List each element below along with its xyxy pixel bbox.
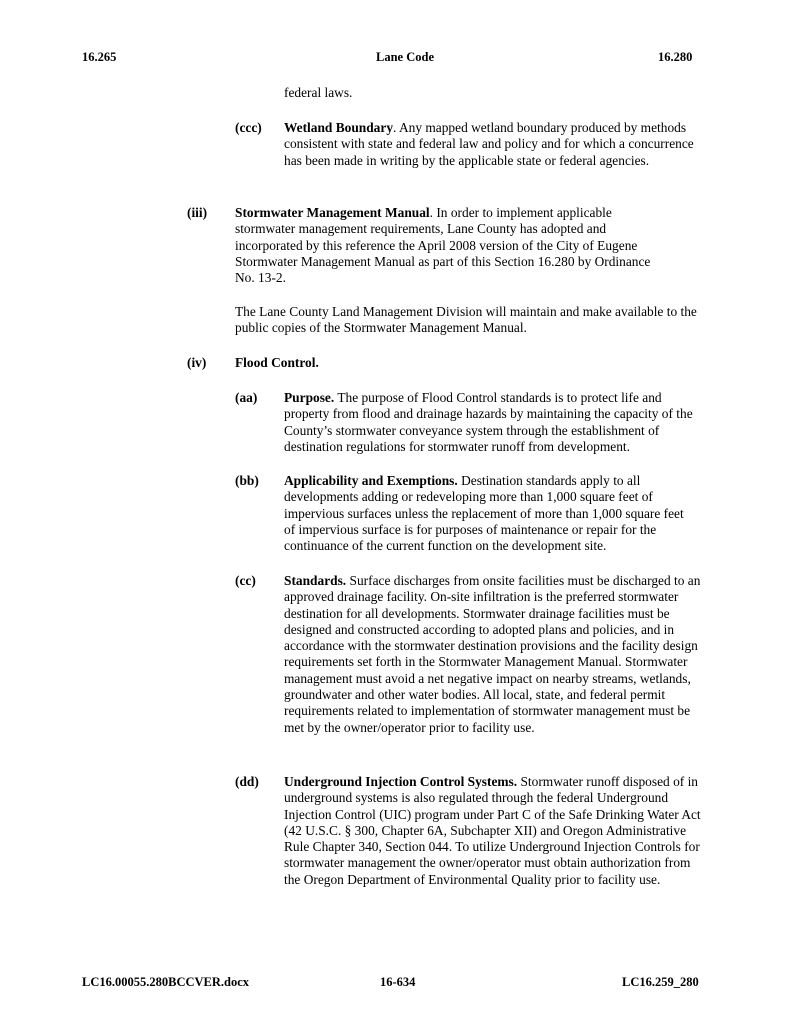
iv-title: Flood Control.: [235, 355, 319, 370]
aa-paragraph: [284, 390, 706, 455]
cc-label: (cc): [235, 573, 256, 588]
bb-paragraph: [284, 473, 696, 554]
bb-label: (bb): [235, 473, 259, 488]
dd-paragraph: [284, 774, 706, 888]
dd-title: Underground Injection Control Systems.: [284, 774, 518, 789]
ccc-title: Wetland Boundary: [284, 120, 394, 135]
bb-title: Applicability and Exemptions.: [284, 473, 458, 488]
aa-title: Purpose.: [284, 390, 335, 405]
aa-label: (aa): [235, 390, 258, 405]
continuation-text: federal laws.: [284, 85, 353, 100]
aa-body: The purpose of Flood Control standards is to protect life and property from flood and drainage hazards by maintaining the capacity of the County’s stormwater conveyance system through the establishment of destination regulations for stormwater runoff from development.: [284, 390, 693, 454]
header-section-end: 16.280: [658, 50, 693, 64]
dd-body: Stormwater runoff disposed of in underground systems is also regulated through the federal Underground Injection Control (UIC) program under Part C of the Safe Drinking Water Act (42 U.S.C. § 300, Chapter 6A, Subchapter XII) and Oregon Administrative Rule Chapter 340, Section 044. To utilize Underground Injection Controls for stormwater management the owner/operator must obtain authorization from the Oregon Department of Environmental Quality prior to facility use.: [284, 774, 701, 887]
cc-title: Standards.: [284, 573, 347, 588]
footer-page-number: 16-634: [380, 975, 416, 989]
footer-filename: LC16.00055.280BCCVER.docx: [82, 975, 250, 989]
iii-paragraph: [235, 205, 660, 286]
iii-label: (iii): [187, 205, 208, 220]
iii-body: . In order to implement applicable stormwater management requirements, Lane County has adopted and incorporated by this reference the April 2008 version of the City of Eugene Stormwater Management Manual as part of this Section 16.280 by Ordinance No. 13-2.: [235, 205, 651, 286]
header-title: Lane Code: [376, 50, 434, 64]
dd-label: (dd): [235, 774, 259, 789]
cc-paragraph: [284, 573, 706, 736]
ccc-body: . Any mapped wetland boundary produced by methods consistent with state and federal law and policy and for which a concurrence has been made in writing by the applicable state or federal agencies.: [284, 120, 694, 168]
iv-label: (iv): [187, 355, 207, 370]
cc-body: Surface discharges from onsite facilities must be discharged to an approved drainage facility. On-site infiltration is the preferred stormwater destination for all developments. Stormwater drainage facilities must be designed and constructed according to adopted plans and policies, and in accordance with the stormwater destination provisions and the facility design requirements set forth in the Stormwater Management Manual. Stormwater management must avoid a net negative impact on nearby streams, wetlands, groundwater and other water bodies. All local, state, and federal permit requirements related to implementation of stormwater management must be met by the owner/operator prior to facility use.: [284, 573, 701, 735]
bb-body: Destination standards apply to all developments adding or redeveloping more than 1,000 square feet of impervious surfaces unless the replacement of more than 1,000 square feet of impervious surface is for purposes of maintenance or repair for the continuance of the current function on the development site.: [284, 473, 684, 554]
iii-title: Stormwater Management Manual: [235, 205, 430, 220]
footer-doc-code: LC16.259_280: [622, 975, 699, 989]
ccc-label: (ccc): [235, 120, 262, 135]
ccc-paragraph: [284, 120, 706, 169]
iii-paragraph-2: The Lane County Land Management Division will maintain and make available to the public copies of the Stormwater Management Manual.: [235, 304, 697, 336]
header-section-start: 16.265: [82, 50, 117, 64]
